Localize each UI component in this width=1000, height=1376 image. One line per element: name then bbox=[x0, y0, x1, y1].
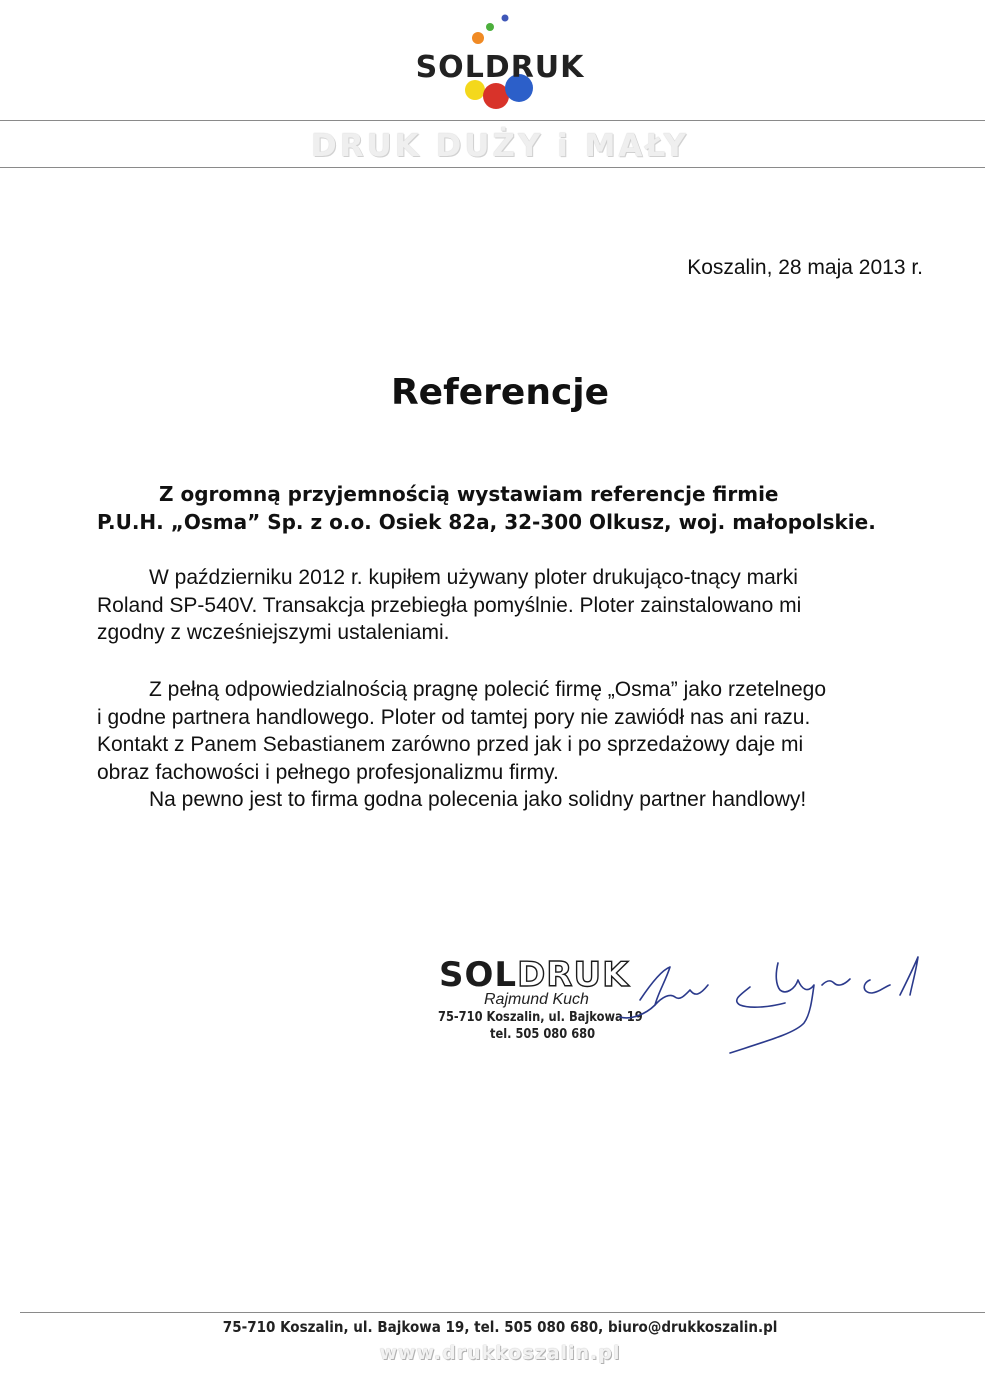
paragraph-1 bbox=[97, 564, 957, 647]
footer-divider bbox=[20, 1312, 985, 1313]
footer-contact-text: 75-710 Koszalin, ul. Bajkowa 19, tel. 505 080 680, biuro@drukkoszalin.pl bbox=[222, 1318, 778, 1336]
letter-intro bbox=[97, 480, 947, 536]
footer-contact bbox=[0, 1318, 1000, 1336]
header-divider-top bbox=[0, 120, 985, 121]
paragraph-2 bbox=[97, 676, 957, 814]
header-divider-bottom bbox=[0, 167, 985, 168]
stamp-address: 75-710 Koszalin, ul. Bajkowa 19 bbox=[438, 1010, 643, 1025]
footer-website: www.drukkoszalin.pl bbox=[379, 1342, 621, 1364]
logo-text: SOLDRUK bbox=[415, 50, 585, 85]
paragraph-line: Kontakt z Panem Sebastianem zarówno przed jak i po sprzedażowy daje mi bbox=[97, 733, 804, 756]
paragraph-line: Na pewno jest to firma godna polecenia jako solidny partner handlowy! bbox=[149, 788, 807, 811]
paragraph-line: zgodny z wcześniejszymi ustaleniami. bbox=[97, 621, 450, 644]
letter-title: Referencje bbox=[390, 372, 610, 413]
paragraph-line: obraz fachowości i pełnego profesjonalizmu firmy. bbox=[97, 760, 559, 784]
tagline: DRUK DUŻY i MAŁY bbox=[311, 128, 689, 164]
company-logo bbox=[0, 10, 1000, 115]
paragraph-line: W październiku 2012 r. kupiłem używany ploter drukująco-tnący marki bbox=[149, 566, 798, 589]
paragraph-line: Roland SP-540V. Transakcja przebiegła pomyślnie. Ploter zainstalowano mi bbox=[97, 593, 802, 617]
paragraph-line: i godne partnera handlowego. Ploter od tamtej pory nie zawiódł nas ani razu. bbox=[97, 705, 811, 729]
stamp-person: Rajmund Kuch bbox=[484, 991, 589, 1008]
stamp-name-solid: SOL bbox=[439, 955, 518, 995]
handwritten-signature bbox=[600, 945, 940, 1065]
intro-line: Z ogromną przyjemnością wystawiam referencje firmie bbox=[159, 482, 779, 506]
paragraph-line: Z pełną odpowiedzialnością pragnę polecić firmę „Osma” jako rzetelnego bbox=[149, 678, 827, 701]
stamp-phone: tel. 505 080 680 bbox=[490, 1027, 596, 1042]
letter-date: Koszalin, 28 maja 2013 r. bbox=[687, 256, 923, 279]
intro-line: P.U.H. „Osma” Sp. z o.o. Osiek 82a, 32-300 Olkusz, woj. małopolskie. bbox=[97, 510, 876, 534]
stamp-name-hollow: DRUK bbox=[517, 955, 630, 995]
